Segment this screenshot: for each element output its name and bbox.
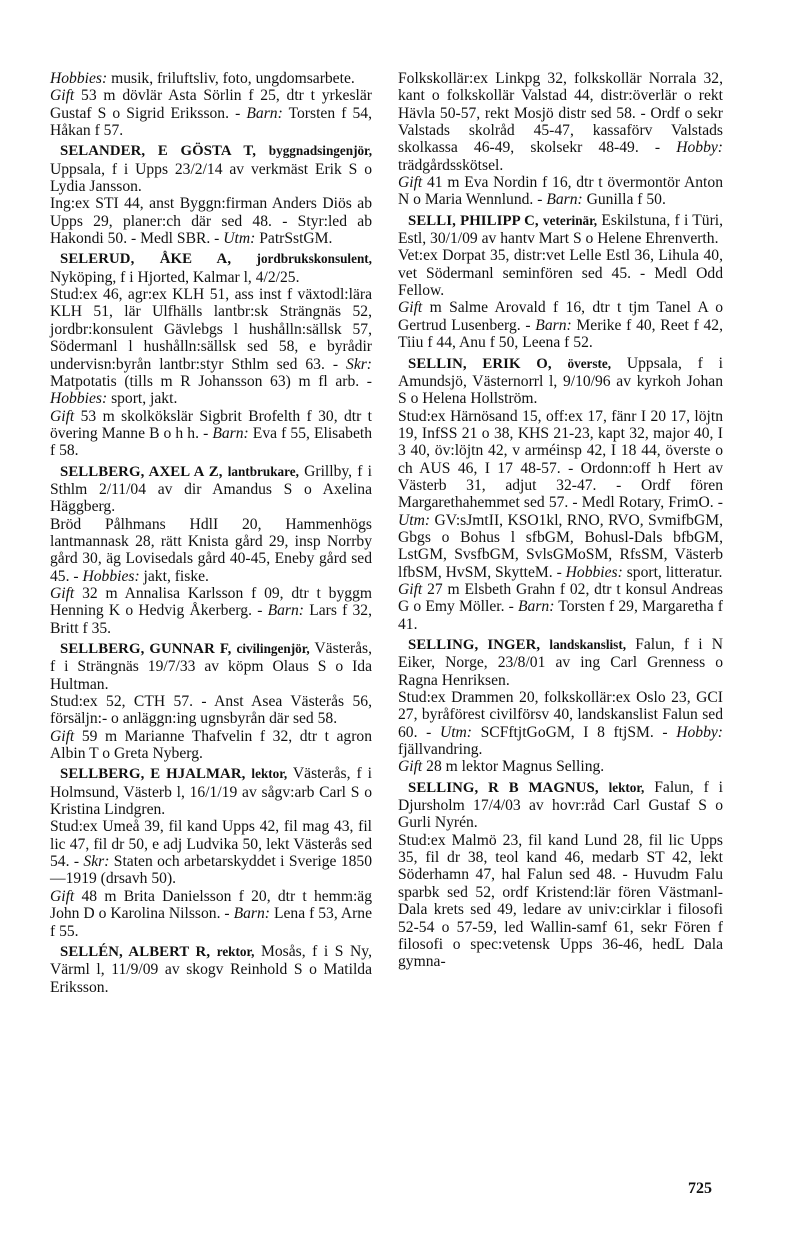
entry-paragraph	[398, 174, 723, 209]
field-label: Hobbies:	[565, 563, 623, 581]
entry-title: lektor,	[251, 766, 288, 782]
entry-head-text: Eskilstuna, f i Türi, Estl, 30/1/09 av hantv Mart S o Helene Ehrenverth.	[398, 211, 724, 248]
entry-text: 27 m Elsbeth Grahn f 02, dtr t konsul Andreas G o Emy Möller. -	[398, 580, 723, 616]
entry-title: byggnadsingenjör,	[268, 143, 372, 159]
entry-paragraph	[398, 247, 723, 299]
entry-title: civilingenjör,	[236, 641, 310, 656]
entry-paragraph	[398, 299, 723, 351]
field-label: Gift	[50, 87, 75, 105]
entry-heading	[398, 355, 723, 408]
entry-head-text: Nyköping, f i Hjorted, Kalmar l, 4/2/25.	[50, 268, 300, 286]
entry-paragraph	[50, 70, 372, 87]
entry-text: Ing:ex STI 44, anst Byggn:firman Anders Diös ab Upps 29, planer:ch där sed 48. - Styr:led ab Hakondi 50. - Medl SBR. -	[50, 195, 372, 248]
field-label: Barn:	[518, 598, 555, 616]
entry-text: Stud:ex Drammen 20, folkskollär:ex Oslo 23, GCI 27, byråförest civilförsv 40, landskanslist Falun sed 60. -	[398, 689, 723, 741]
entry-text: Staten och arbetarskyddet i Sverige 1850—1919 (drsavh 50).	[50, 853, 373, 888]
field-label: Utm:	[398, 511, 431, 529]
field-label: Gift	[50, 887, 75, 905]
entry-text: Matpotatis (tills m R Johansson 63) m fl arb. -	[50, 372, 372, 390]
entry-heading	[50, 142, 372, 195]
entry-paragraph	[50, 195, 372, 247]
entry-paragraph	[50, 585, 372, 637]
entry-text: 41 m Eva Nordin f 16, dtr t övermontör Anton N o Maria Wennlund. -	[398, 174, 723, 209]
entry-text: Vet:ex Dorpat 35, distr:vet Lelle Estl 36, Lihula 40, vet Södermanl seminfören sed 45. - Medl Odd Fellow.	[398, 247, 723, 300]
entry-text: GV:sJmtII, KSO1kl, RNO, RVO, SvmifbGM, Gbgs o Bohus l sfbGM, Bohusl-Dals bfbGM, LstGM, SvsfbGM, SvlsGMoSM, RfsSM, Västerb lfbSM, HvSM, SkytteM. -	[398, 511, 723, 581]
entry-selerud	[50, 250, 372, 459]
field-label: Gift	[398, 580, 423, 598]
entry-head-text: Falun, f i N Eiker, Norge, 23/8/01 av ing Carl Grenness o Ragna Henriksen.	[398, 636, 723, 689]
field-label: Gift	[398, 174, 423, 192]
entry-name: SELLIN, ERIK O,	[408, 355, 552, 372]
entry-paragraph	[50, 408, 372, 460]
entry-paragraph	[50, 728, 372, 763]
entry-name: SELLING, INGER,	[408, 637, 541, 653]
field-label: Gift	[398, 758, 423, 776]
field-label: Hobby:	[676, 723, 724, 741]
entry-text: PatrSstGM.	[255, 230, 333, 248]
field-label: Barn:	[246, 104, 283, 122]
field-label: Barn:	[212, 424, 249, 442]
entry-text: m Salme Arovald f 16, dtr t tjm Tanel A o Gertrud Lusenberg. -	[398, 299, 723, 334]
entry-paragraph	[398, 832, 723, 971]
entry-paragraph	[50, 286, 372, 407]
entry-head-text: Falun, f i Djursholm 17/4/03 av hovr:råd Carl Gustaf S o Gurli Nyrén.	[398, 778, 724, 832]
entry-sellberg-gunnar	[50, 640, 372, 762]
entry-text: musik, friluftsliv, foto, ungdomsarbete.	[107, 70, 355, 87]
entry-head-text: Uppsala, f i Amundsjö, Västernorrl l, 9/10/96 av kyrkoh Johan S o Helena Hollström.	[398, 354, 723, 408]
entry-paragraph	[50, 818, 372, 887]
entry-text: Stud:ex Malmö 23, fil kand Lund 28, fil lic Upps 35, fil dr 38, teol kand 46, medarb ST 42, lekt Söderhamn 47, hal Falun sed 48. - Huvudm Falu sparbk sed 52, ordf Kristend:lär fören Västmanl-Dala krets sed 49, ledare av univ:cirklar i filosofi 52-54 o 57-59, led Wallin-samf 61, sekr Fören f filosofi o spec:vetensk Upps 36-46, hedL Dala gymna-	[398, 831, 723, 971]
entry-selander	[50, 142, 372, 247]
entry-heading	[50, 640, 372, 693]
entry-text: trädgårdsskötsel.	[398, 156, 504, 174]
entry-text: Stud:ex Härnösand 15, off:ex 17, fänr I 20 17, löjtn 19, InfSS 21 o 38, KHS 21-23, kapt 32, major 40, I 3 40, öv:löjtn 42, v arméinsp 42, I 18 44, överste o ch AUS 46, I 17 48-57. - Ordonn:off h Hert av Västerb 31, adjut 32-47. - Ordf fören Margarethahemmet sed 57. - Medl Rotary, FrimO. -	[398, 407, 723, 512]
entry-title: veterinär,	[543, 212, 598, 228]
entry-text: Lena f 53, Arne f 55.	[50, 905, 372, 940]
entry-heading	[50, 463, 372, 516]
entry-paragraph	[50, 888, 372, 940]
field-label: Gift	[398, 299, 423, 317]
entry-text: Bröd Pålhmans HdlI 20, Hammenhögs lantmannask 28, rätt Knista gård 29, insp Norrby gård 30, äg Lovisedals gård 40-45, Eneby gård sed 45. -	[50, 515, 372, 585]
field-label: Barn:	[546, 191, 583, 209]
entry-heading	[398, 212, 723, 248]
entry-text: 53 m skolkökslär Sigbrit Brofelth f 30, dtr t övering Manne B o h h. -	[50, 407, 372, 442]
entry-continued-right	[398, 70, 723, 209]
field-label: Barn:	[233, 905, 270, 923]
entry-heading	[398, 779, 723, 832]
entry-title: rektor,	[216, 943, 255, 959]
entry-text: sport, jakt.	[107, 390, 178, 408]
entry-selli	[398, 212, 723, 352]
entry-text: 28 m lektor Magnus Selling.	[422, 758, 605, 776]
entry-paragraph	[398, 689, 723, 758]
field-label: Utm:	[223, 230, 256, 248]
entry-text: 53 m dövlär Asta Sörlin f 25, dtr t yrkeslär Gustaf S o Sigrid Eriksson. -	[50, 87, 372, 122]
entry-text: Folkskollär:ex Linkpg 32, folkskollär Norrala 32, kant o folkskollär Valstad 44, distr:överlär o rekt Hävla 50-57, rekt Mosjö distr sed 58. - Ordf o sekr Valstads skolråd 45-47, kassaförv Valstads skolkassa 46-49, skolsekr 48-49. -	[398, 70, 723, 157]
field-label: Skr:	[346, 355, 372, 373]
entry-sellberg-axel	[50, 463, 372, 637]
entry-name: SELLBERG, GUNNAR F,	[60, 641, 232, 657]
page-number: 725	[688, 1180, 712, 1197]
entry-name: SELLBERG, E HJALMAR,	[60, 766, 246, 783]
entry-name: SELLBERG, AXEL A Z,	[60, 463, 223, 480]
entry-title: landskanslist,	[549, 637, 627, 652]
entry-title: lantbrukare,	[227, 463, 299, 479]
field-label: Gift	[50, 584, 75, 602]
field-label: Hobbies:	[50, 390, 108, 408]
entry-text: sport, litteratur.	[622, 563, 723, 581]
entry-text: 59 m Marianne Thafvelin f 32, dtr t agron Albin T o Greta Nyberg.	[50, 727, 372, 763]
entry-text: jakt, fiske.	[139, 567, 209, 585]
entry-text: SCFftjtGoGM, I 8 ftjSM. -	[472, 723, 677, 741]
entry-text: Torsten f 29, Margaretha f 41.	[398, 598, 723, 633]
entry-heading	[50, 250, 372, 286]
entry-head-text: Uppsala, f i Upps 23/2/14 av verkmäst Erik S o Lydia Jansson.	[50, 160, 372, 196]
entry-name: SELERUD, ÅKE A,	[60, 251, 232, 268]
entry-head-text: Västerås, f i Holmsund, Västerb l, 16/1/19 av sågv:arb Carl S o Kristina Lindgren.	[50, 765, 372, 819]
right-column	[398, 70, 723, 974]
entry-head-text: Grillby, f i Sthlm 2/11/04 av dir Amandus S o Axelina Häggberg.	[50, 462, 372, 516]
entry-heading	[50, 943, 372, 996]
field-label: Hobby:	[676, 139, 723, 157]
entry-paragraph	[50, 693, 372, 728]
entry-text: 48 m Brita Danielsson f 20, dtr t hemm:äg John D o Karolina Nilsson. -	[50, 887, 372, 923]
field-label: Gift	[50, 727, 75, 745]
entry-name: SELLI, PHILIPP C,	[408, 212, 539, 229]
entry-name: SELLING, R B MAGNUS,	[408, 779, 599, 796]
entry-continued-left	[50, 70, 372, 139]
entry-paragraph	[398, 70, 723, 174]
entry-sellen	[50, 943, 372, 996]
entry-paragraph	[398, 758, 723, 775]
entry-text: 32 m Annalisa Karlsson f 09, dtr t byggm Henning K o Hedvig Åkerberg. -	[50, 584, 372, 620]
entry-paragraph	[398, 581, 723, 633]
entry-paragraph	[50, 516, 372, 585]
entry-heading	[398, 636, 723, 689]
entry-text: fjällvandring.	[398, 741, 483, 759]
entry-title: lektor,	[608, 779, 645, 795]
entry-name: SELANDER, E GÖSTA T,	[60, 143, 256, 160]
entry-text: Stud:ex 46, agr:ex KLH 51, ass inst f växtodl:lära KLH 51, lär Ulfhälls lantbr:sk Strängnäs 52, jordbr:konsulent Gävlebgs l hushålln:sällsk 57, Södermanl l hushålln:sällsk sed 58, e byrådir undervisn:byrån lantbr:styr Sthlm sed 63. -	[50, 286, 372, 373]
field-label: Gift	[50, 407, 75, 425]
field-label: Hobbies:	[50, 70, 108, 87]
field-label: Barn:	[267, 602, 304, 620]
entry-sellberg-hjalmar	[50, 765, 372, 939]
entry-text: Eva f 55, Elisabeth f 58.	[50, 424, 372, 460]
entry-text: Lars f 32, Britt f 35.	[50, 602, 372, 637]
entry-text: Stud:ex 52, CTH 57. - Anst Asea Västerås 56, försäljn:- o anläggn:ing ugnsbyrån där sed 58.	[50, 693, 372, 728]
entry-name: SELLÉN, ALBERT R,	[60, 943, 211, 960]
entry-paragraph	[50, 87, 372, 139]
entry-paragraph	[398, 408, 723, 581]
entry-selling-magnus	[398, 779, 723, 971]
field-label: Utm:	[439, 723, 472, 741]
field-label: Hobbies:	[82, 567, 140, 585]
entry-head-text: Västerås, f i Strängnäs 19/7/33 av köpm Olaus S o Ida Hultman.	[50, 640, 373, 693]
entry-head-text: Mosås, f i S Ny, Värml l, 11/9/09 av skogv Reinhold S o Matilda Eriksson.	[50, 942, 372, 996]
field-label: Skr:	[83, 853, 110, 871]
entry-text: Merike f 40, Reet f 42, Tiiu f 44, Anu f 50, Leena f 52.	[398, 316, 723, 352]
entry-heading	[50, 765, 372, 818]
field-label: Barn:	[535, 316, 572, 334]
entry-title: överste,	[567, 355, 612, 371]
entry-sellin	[398, 355, 723, 634]
entry-selling-inger	[398, 636, 723, 776]
entry-text: Gunilla f 50.	[582, 191, 666, 209]
left-column	[50, 70, 372, 999]
entry-text: Torsten f 54, Håkan f 57.	[50, 104, 372, 140]
entry-text: Stud:ex Umeå 39, fil kand Upps 42, fil mag 43, fil lic 47, fil dr 50, e adj Ludvika 50, lekt Västerås sed 54. -	[50, 818, 372, 871]
entry-title: jordbrukskonsulent,	[256, 251, 372, 267]
